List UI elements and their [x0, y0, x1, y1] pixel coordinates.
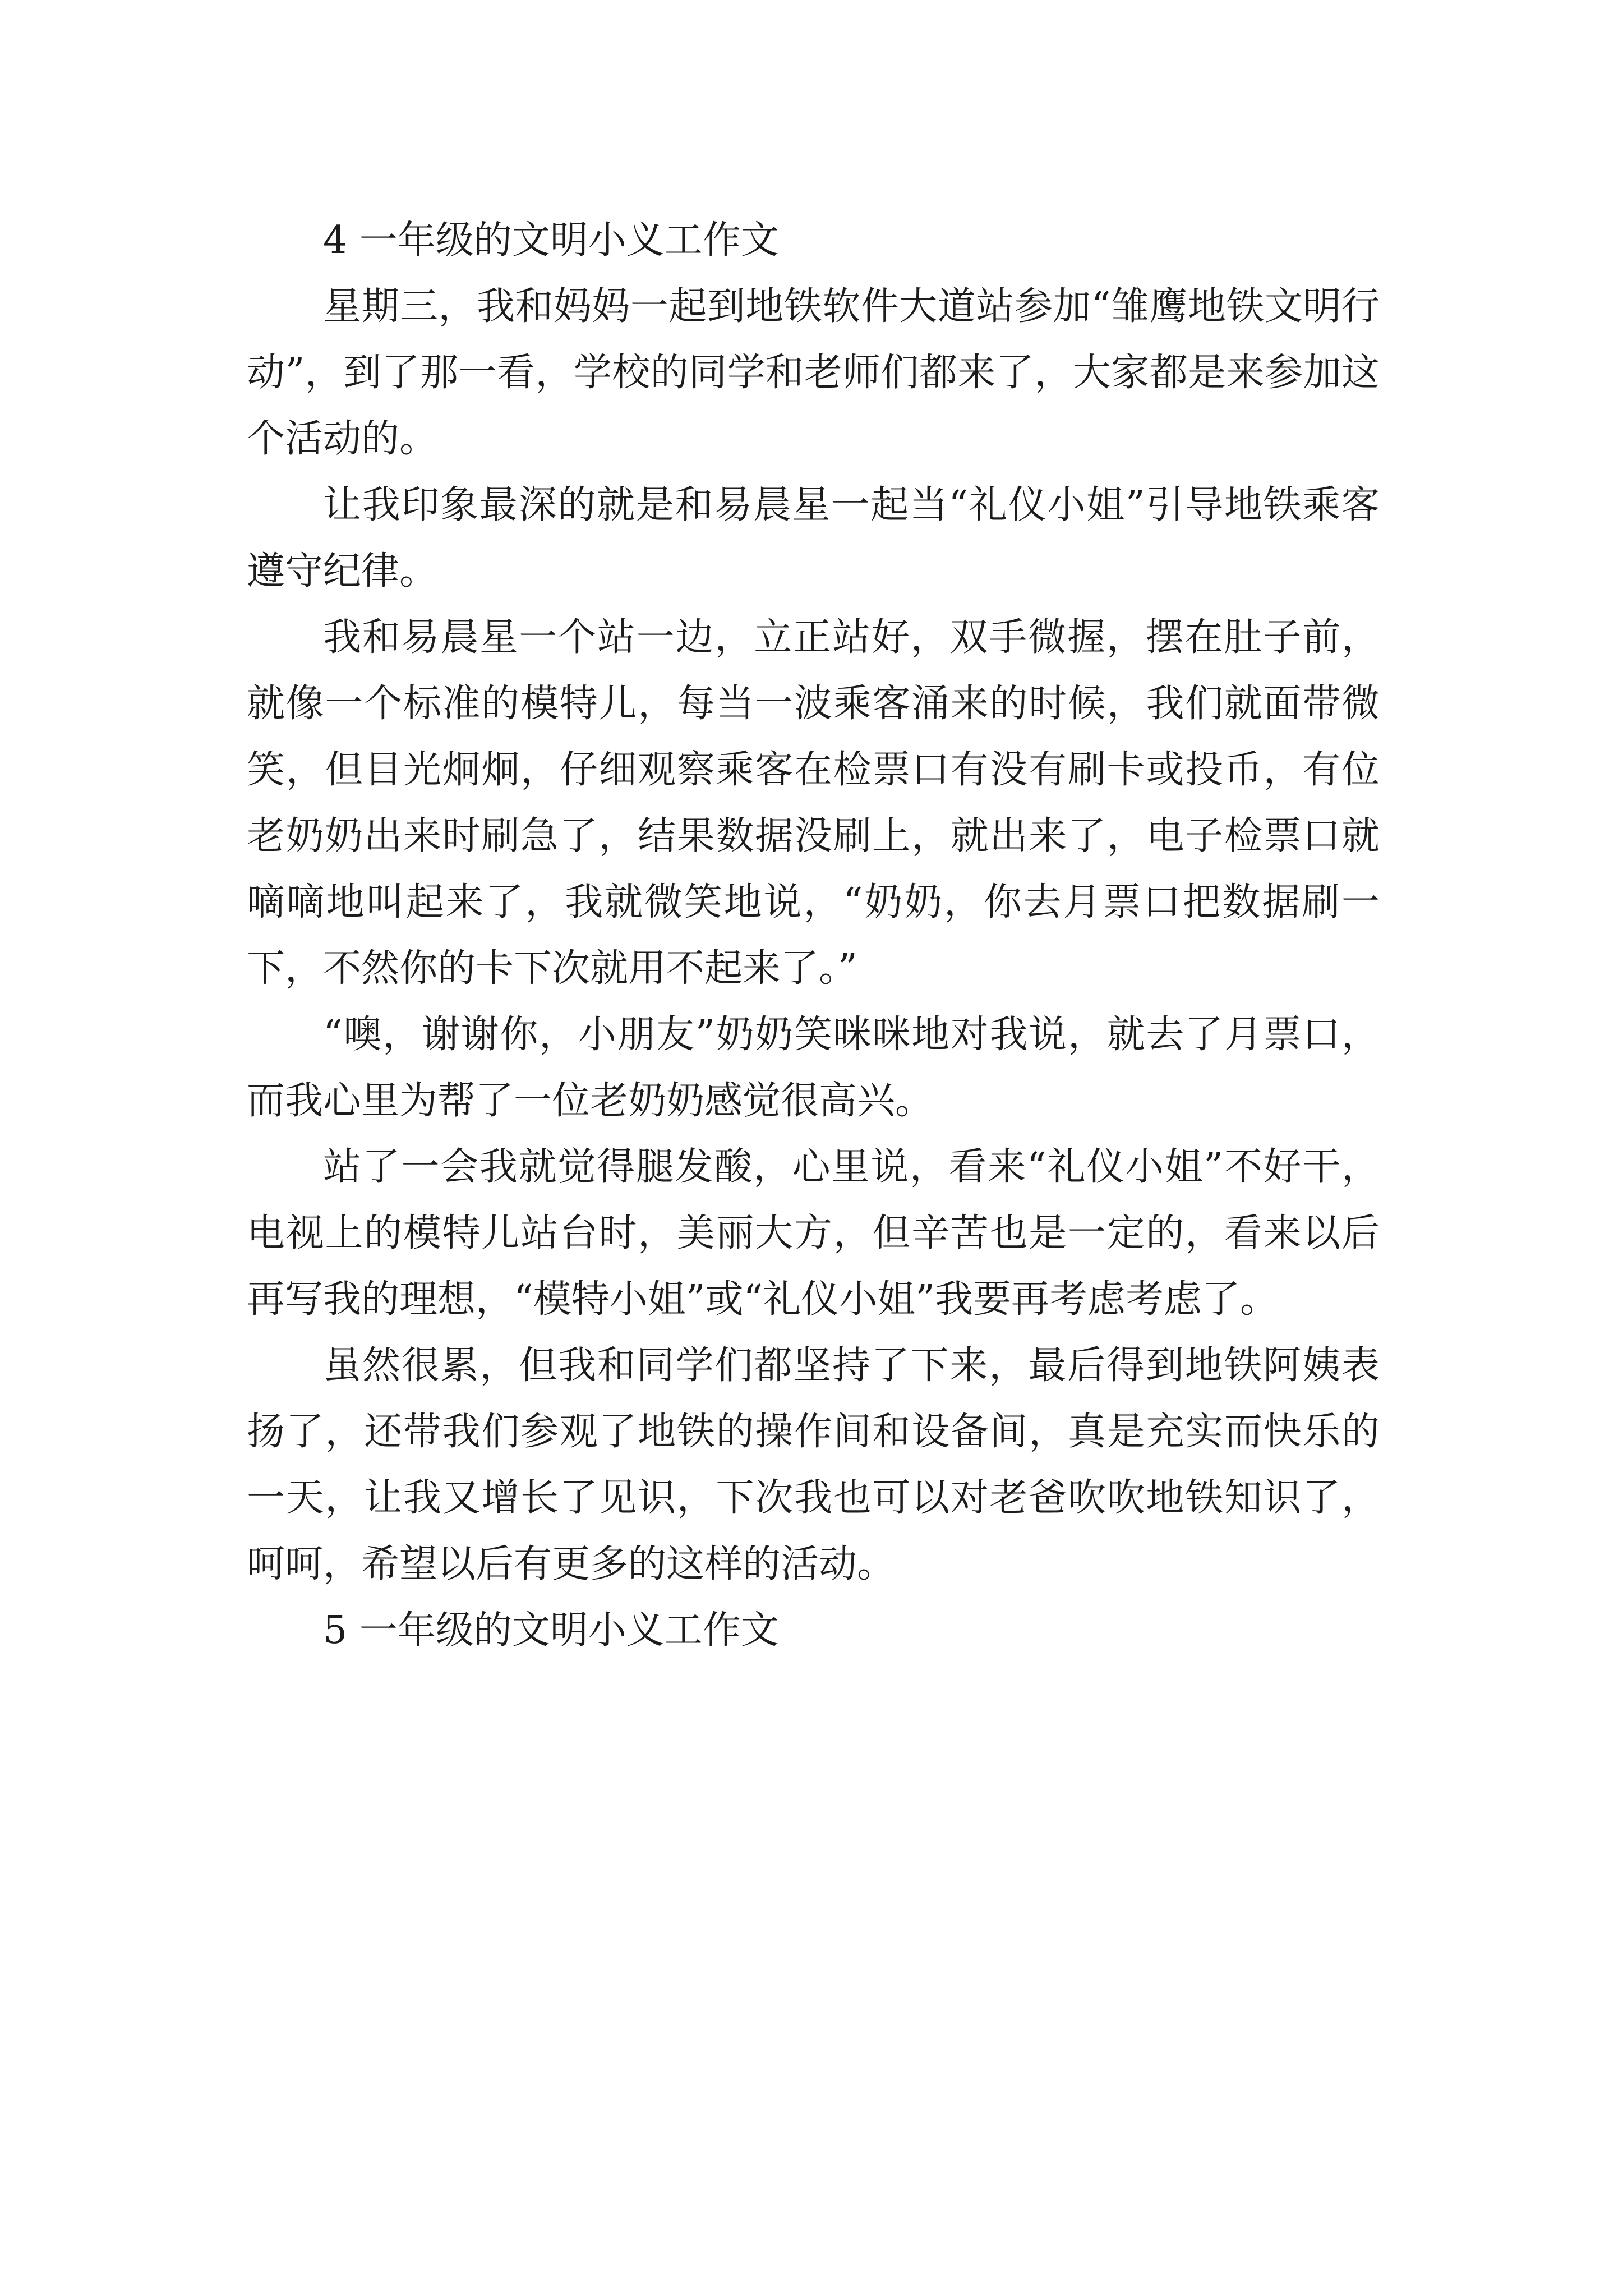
paragraph-2: 让我印象最深的就是和易晨星一起当“礼仪小姐”引导地铁乘客遵守纪律。 [247, 483, 1380, 593]
essay-title-4: 4 一年级的文明小义工作文 [323, 218, 779, 263]
essay-body [247, 208, 1380, 1664]
paragraph-3: 我和易晨星一个站一边，立正站好，双手微握，摆在肚子前，就像一个标准的模特儿，每当一波乘客涌来的时候，我们就面带微笑，但目光炯炯，仔细观察乘客在检票口有没有刷卡或投币，有位老奶奶出来时刷急了，结果数据没刷上，就出来了，电子检票口就嘀嘀地叫起来了，我就微笑地说，“奶奶，你去月票口把数据刷一下，不然你的卡下次就用不起来了。” [247, 615, 1380, 991]
paragraph-6: 虽然很累，但我和同学们都坚持了下来，最后得到地铁阿姨表扬了，还带我们参观了地铁的操作间和设备间，真是充实而快乐的一天，让我又增长了见识，下次我也可以对老爸吹吹地铁知识了，呵呵，希望以后有更多的这样的活动。 [247, 1343, 1380, 1586]
essay-title-5: 5 一年级的文明小义工作文 [323, 1608, 779, 1653]
paragraph-5: 站了一会我就觉得腿发酸，心里说，看来“礼仪小姐”不好干，电视上的模特儿站台时，美丽大方，但辛苦也是一定的，看来以后再写我的理想，“模特小姐”或“礼仪小姐”我要再考虑考虑了。 [247, 1145, 1380, 1322]
paragraph-1: 星期三，我和妈妈一起到地铁软件大道站参加“雏鹰地铁文明行动”，到了那一看，学校的同学和老师们都来了，大家都是来参加这个活动的。 [247, 284, 1380, 461]
paragraph-4: “噢，谢谢你，小朋友”奶奶笑咪咪地对我说，就去了月票口，而我心里为帮了一位老奶奶感觉很高兴。 [247, 1013, 1380, 1123]
